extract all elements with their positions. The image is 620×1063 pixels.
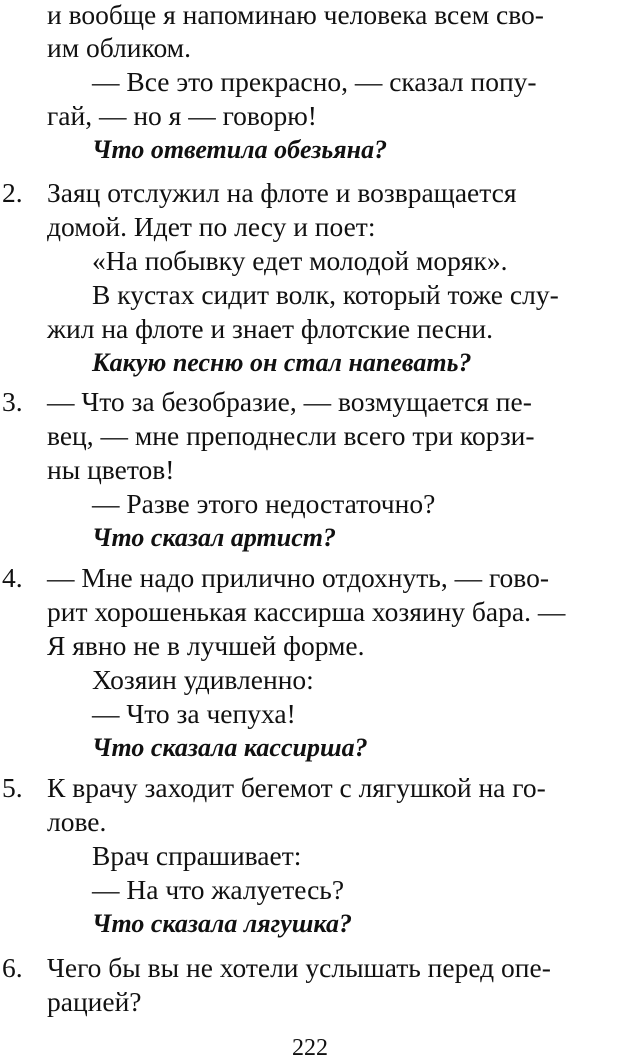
item-line: рит хорошенькая кассирша хозяину бара. — bbox=[47, 596, 566, 627]
item-line: — Что за безобразие, — возмущается пе- bbox=[47, 386, 532, 417]
item-line: Хозяин удивленно: bbox=[92, 664, 314, 695]
item-number: 6. bbox=[2, 952, 23, 983]
intro-line: им обликом. bbox=[47, 32, 191, 63]
item-line: — Мне надо прилично отдохнуть, — гово- bbox=[47, 562, 550, 593]
page-number: 222 bbox=[292, 1035, 328, 1061]
item-question: Что сказала кассирша? bbox=[92, 733, 368, 762]
item-line: В кустах сидит волк, который тоже слу- bbox=[92, 279, 559, 310]
item-line: рацией? bbox=[47, 986, 142, 1017]
item-line: домой. Идет по лесу и поет: bbox=[47, 211, 376, 242]
item-line: «На побывку едет молодой моряк». bbox=[92, 245, 508, 276]
item-number: 5. bbox=[2, 772, 23, 803]
intro-line: и вообще я напоминаю человека всем сво- bbox=[47, 0, 544, 30]
item-line: Я явно не в лучшей форме. bbox=[47, 630, 365, 661]
item-number: 2. bbox=[2, 177, 23, 208]
item-line: ны цветов! bbox=[47, 454, 175, 485]
item-line: Врач спрашивает: bbox=[92, 840, 302, 871]
item-line: — Разве этого недостаточно? bbox=[92, 488, 436, 519]
item-question: Какую песню он стал напевать? bbox=[92, 348, 472, 377]
item-line: Чего бы вы не хотели услышать перед опе- bbox=[47, 952, 551, 983]
intro-line: — Все это прекрасно, — сказал попу- bbox=[92, 66, 537, 97]
item-line: Заяц отслужил на флоте и возвращается bbox=[47, 177, 517, 208]
item-number: 4. bbox=[2, 562, 23, 593]
item-question: Что сказала лягушка? bbox=[92, 909, 352, 938]
intro-line: гай, — но я — говорю! bbox=[47, 100, 317, 131]
item-line: — Что за чепуха! bbox=[92, 698, 296, 729]
item-line: жил на флоте и знает флотские песни. bbox=[47, 313, 494, 344]
intro-question: Что ответила обезьяна? bbox=[92, 135, 388, 164]
item-line: — На что жалуетесь? bbox=[92, 874, 345, 905]
item-line: вец, — мне преподнесли всего три корзи- bbox=[47, 420, 535, 451]
item-line: К врачу заходит бегемот с лягушкой на го- bbox=[47, 772, 546, 803]
item-question: Что сказал артист? bbox=[92, 523, 336, 552]
item-line: лове. bbox=[47, 806, 107, 837]
item-number: 3. bbox=[2, 386, 23, 417]
